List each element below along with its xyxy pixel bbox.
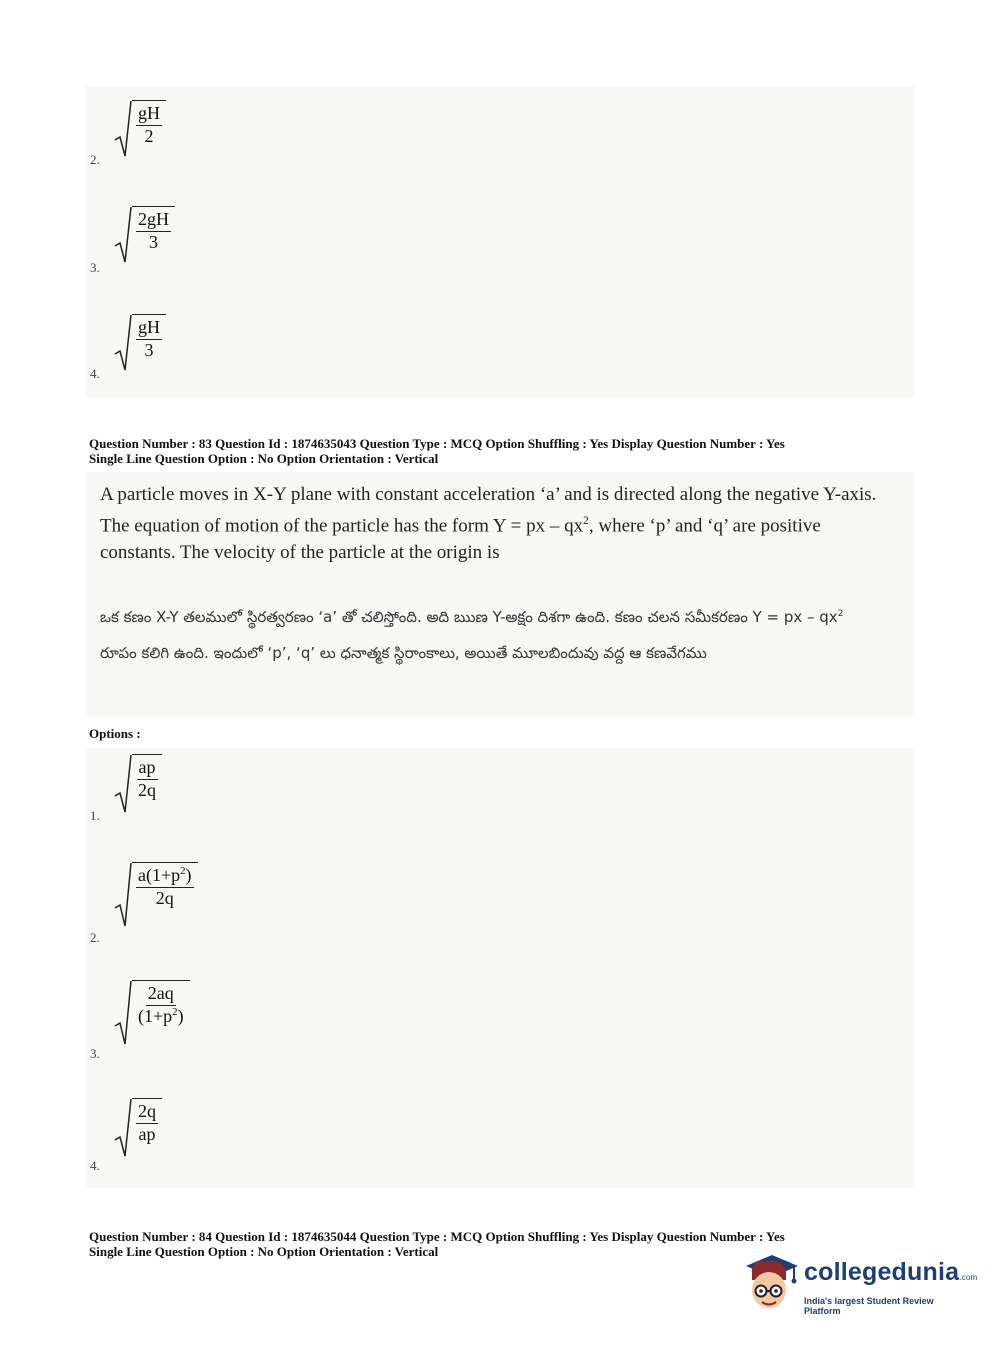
prev-options-scan — [86, 86, 914, 398]
option-number: 3. — [90, 1046, 100, 1061]
sqrt-fraction — [114, 100, 166, 158]
sqrt-fraction — [114, 862, 198, 928]
sqrt-fraction — [114, 980, 190, 1046]
denominator: ap — [138, 1123, 156, 1144]
option-number: 4. — [90, 1158, 100, 1173]
sqrt-fraction — [114, 754, 162, 814]
denominator: 2q — [138, 779, 156, 800]
logo-brand: collegedunia.com — [804, 1258, 978, 1286]
denominator: 2q — [155, 887, 174, 908]
denominator: 2 — [144, 125, 154, 146]
q84-meta — [89, 1229, 785, 1259]
q83-meta-line2: Single Line Question Option : No Option Orientation : Vertical — [89, 451, 439, 466]
sqrt-fraction — [114, 314, 166, 372]
numerator: 2aq — [146, 984, 176, 1006]
mascot-icon — [742, 1252, 800, 1314]
options-label: Options : — [89, 726, 141, 741]
denominator: $(1+p^2)$ — [138, 1005, 184, 1026]
denominator: 3 — [144, 339, 154, 360]
option-number: 2. — [90, 152, 100, 167]
q83-telugu-text: ఒక కణం X-Y తలములో స్థిరత్వరణం ‘a’ తో చలిస్తోంది. అది ఋణ Y-అక్షం దిశగా ఉంది. కణం చలన సమీకరణం Y = px – $qx^2$ రూపం కలిగి ఉంది. ఇందులో ‘p’, ‘q’ లు ధనాత్మక స్థిరాంకాలు, అయితే మూలబిందువు వద్ద ఆ కణవేగము — [100, 608, 844, 662]
numerator: $a(1+p^2)$ — [136, 866, 194, 888]
denominator: 3 — [149, 231, 158, 252]
q83-meta-line1: Question Number : 83 Question Id : 1874635043 Question Type : MCQ Option Shuffling : Yes Display Question Number : Yes — [89, 436, 785, 451]
logo-tagline: India's largest Student Review Platform — [804, 1296, 934, 1316]
sqrt-fraction — [114, 1098, 162, 1158]
q83-meta — [89, 436, 785, 466]
numerator: 2q — [136, 1102, 158, 1124]
sqrt-fraction — [114, 206, 175, 264]
option-number: 4. — [90, 366, 100, 381]
numerator: ap — [137, 758, 158, 780]
numerator: gH — [136, 318, 162, 340]
collegedunia-logo[interactable] — [742, 1252, 978, 1316]
numerator: gH — [136, 104, 162, 126]
q83-options-scan — [86, 748, 914, 1188]
numerator: 2gH — [136, 210, 171, 232]
q83-english-text: A particle moves in X-Y plane with constant acceleration ‘a’ and is directed along the negative Y-axis. The equation of motion of the particle has the form Y = px – $qx^2$, where ‘p’ and ‘q’ are positive constants. The velocity of the particle at the origin is — [100, 484, 877, 564]
option-number: 3. — [90, 260, 100, 275]
q84-meta-line1: Question Number : 84 Question Id : 1874635044 Question Type : MCQ Option Shuffling : Yes Display Question Number : Yes — [89, 1229, 785, 1244]
option-number: 1. — [90, 808, 100, 823]
q84-meta-line2: Single Line Question Option : No Option Orientation : Vertical — [89, 1244, 439, 1259]
option-number: 2. — [90, 930, 100, 945]
